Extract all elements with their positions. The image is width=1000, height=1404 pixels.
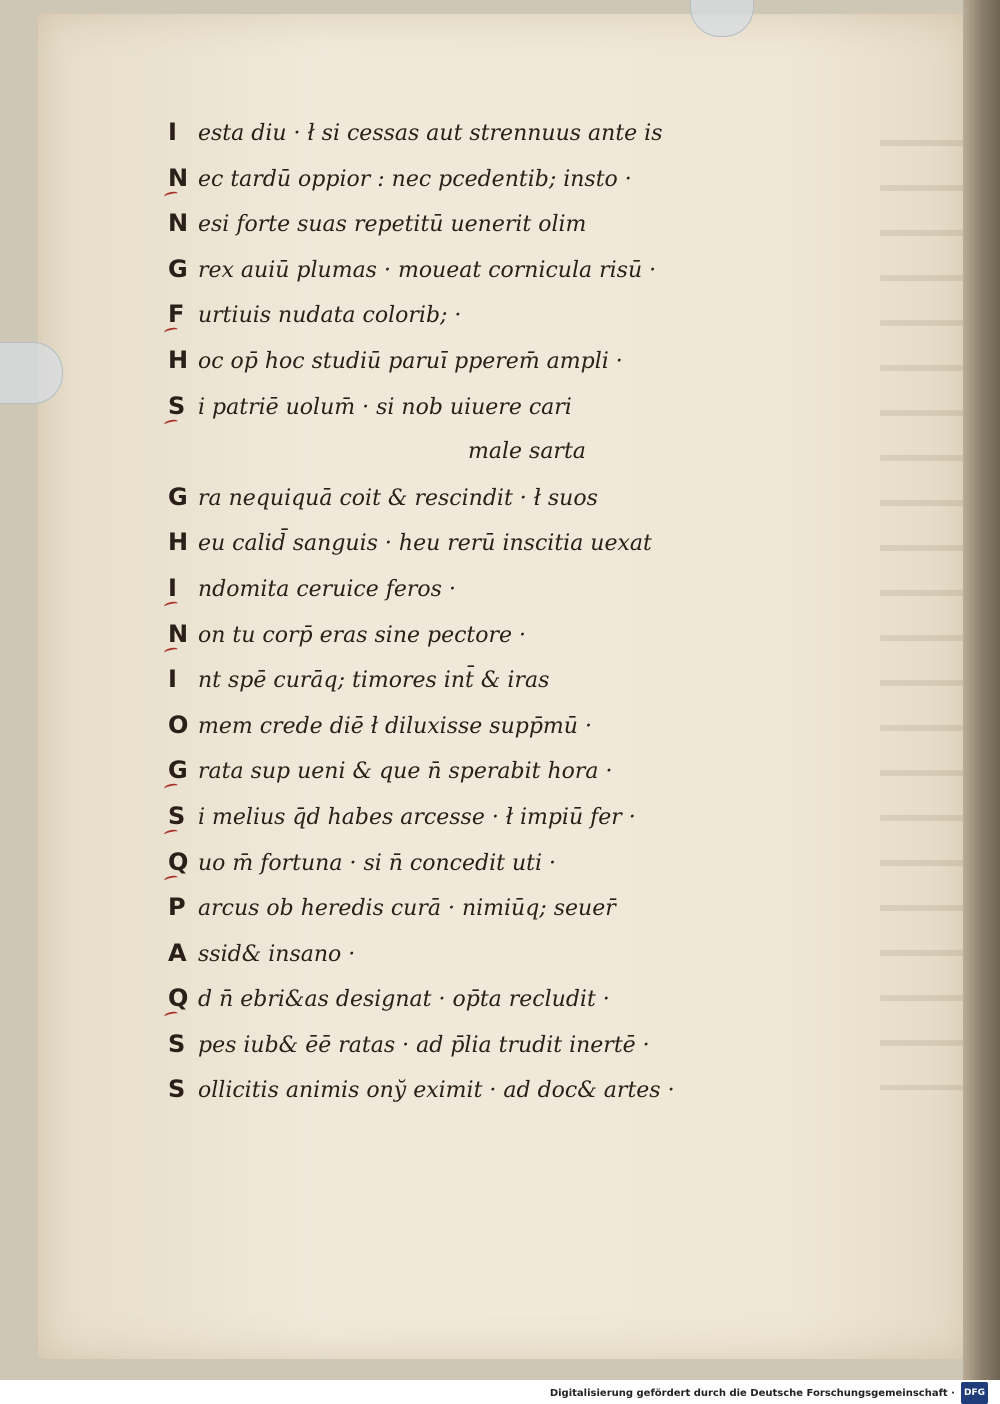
verse-initial: I (168, 665, 177, 694)
verse-text: arcus ob heredis curā · nimiūq; seuer̄ (198, 896, 616, 922)
verse-text: ssid& insano · (198, 941, 356, 967)
verse-initial: N (168, 209, 189, 238)
verse-initial: S (168, 801, 186, 830)
verse-initial: A (168, 938, 187, 967)
verse-line (168, 885, 768, 931)
verse-line (168, 976, 768, 1022)
verse-initial: I (168, 118, 177, 146)
verse-line (168, 931, 768, 977)
verse-text: i patriē uolum̄ · si nob uiuere cari (198, 394, 572, 420)
verse-text: esi forte suas repetitū uenerit olim (198, 212, 587, 238)
verse-text: d n̄ ebri&as designat · op̄ta recludit · (198, 987, 610, 1013)
section-title (168, 429, 768, 475)
verse-text: nt spē curāq; timores int̄ & iras (198, 668, 550, 694)
digitization-footer (0, 1382, 1000, 1402)
verse-text: urtiuis nudata colorib; · (198, 303, 462, 329)
verse-text: mem crede diē ł diluxisse supp̄mū · (198, 713, 592, 739)
verse-text: on tu corp̄ eras sine pectore · (198, 622, 527, 648)
binding-gutter (963, 0, 1000, 1380)
facing-page-show-through (880, 110, 975, 1090)
dfg-logo: DFG (961, 1382, 988, 1404)
verse-initial: G (168, 756, 188, 785)
verse-initial: F (168, 300, 185, 329)
verse-line (168, 520, 768, 566)
verse-text: ollicitis animis ony̆ eximit · ad doc& artes · (198, 1078, 675, 1104)
verse-initial: Q (168, 984, 189, 1013)
verse-line (168, 703, 768, 749)
verse-text: ec tardū oppior : nec pcedentib; insto · (198, 166, 632, 192)
verse-initial: S (168, 391, 186, 420)
verse-line (168, 794, 768, 840)
verse-text: oc op̄ hoc studiū paruī pperem̄ ampli · (198, 348, 623, 374)
verse-text: uo m̄ fortuna · si n̄ concedit uti · (198, 850, 556, 876)
verse-text: esta diu · ł si cessas aut strennuus ante is (198, 121, 663, 146)
verse-line (168, 475, 768, 521)
verse-line (168, 110, 768, 156)
verse-text: rata sup ueni & que n̄ sperabit hora · (198, 759, 613, 785)
verse-line (168, 1022, 768, 1068)
verse-line (168, 156, 768, 202)
verse-line (168, 612, 768, 658)
verse-line (168, 247, 768, 293)
verse-line (168, 566, 768, 612)
verse-initial: N (168, 619, 189, 648)
verse-line (168, 840, 768, 886)
verse-initial: N (168, 163, 189, 192)
verse-initial: H (168, 528, 189, 557)
verse-text: eu calid̄ sanguis · heu rerū inscitia uexat (198, 531, 652, 557)
verse-initial: H (168, 345, 189, 374)
verse-text: ra nequiquā coit & rescindit · ł suos (198, 485, 598, 511)
verse-initial: P (168, 893, 186, 922)
verse-line (168, 338, 768, 384)
verse-initial: O (168, 710, 189, 739)
verse-initial: Q (168, 847, 189, 876)
verse-line (168, 201, 768, 247)
verse-initial: S (168, 1075, 186, 1104)
verse-text: i melius q̄d habes arcesse · ł impiū fer · (198, 804, 636, 830)
verse-text: ndomita ceruice feros · (198, 576, 456, 602)
verse-line (168, 748, 768, 794)
verse-line (168, 657, 768, 703)
verse-initial: G (168, 254, 188, 283)
footer-credit: Digitalisierung gefördert durch die Deutsche Forschungsgemeinschaft · (549, 1388, 955, 1399)
verse-initial: G (168, 482, 188, 511)
section-title-text: male sarta (468, 439, 586, 465)
page-clip-left (0, 342, 63, 404)
manuscript-text-block (168, 110, 768, 1113)
verse-initial: S (168, 1029, 186, 1058)
verse-initial: I (168, 573, 177, 602)
verse-line (168, 292, 768, 338)
verse-line (168, 384, 768, 430)
verse-line (168, 1067, 768, 1113)
verse-text: pes iub& ēē ratas · ad p̄lia trudit inertē · (198, 1032, 650, 1058)
verse-text: rex auiū plumas · moueat cornicula risū · (198, 257, 657, 283)
